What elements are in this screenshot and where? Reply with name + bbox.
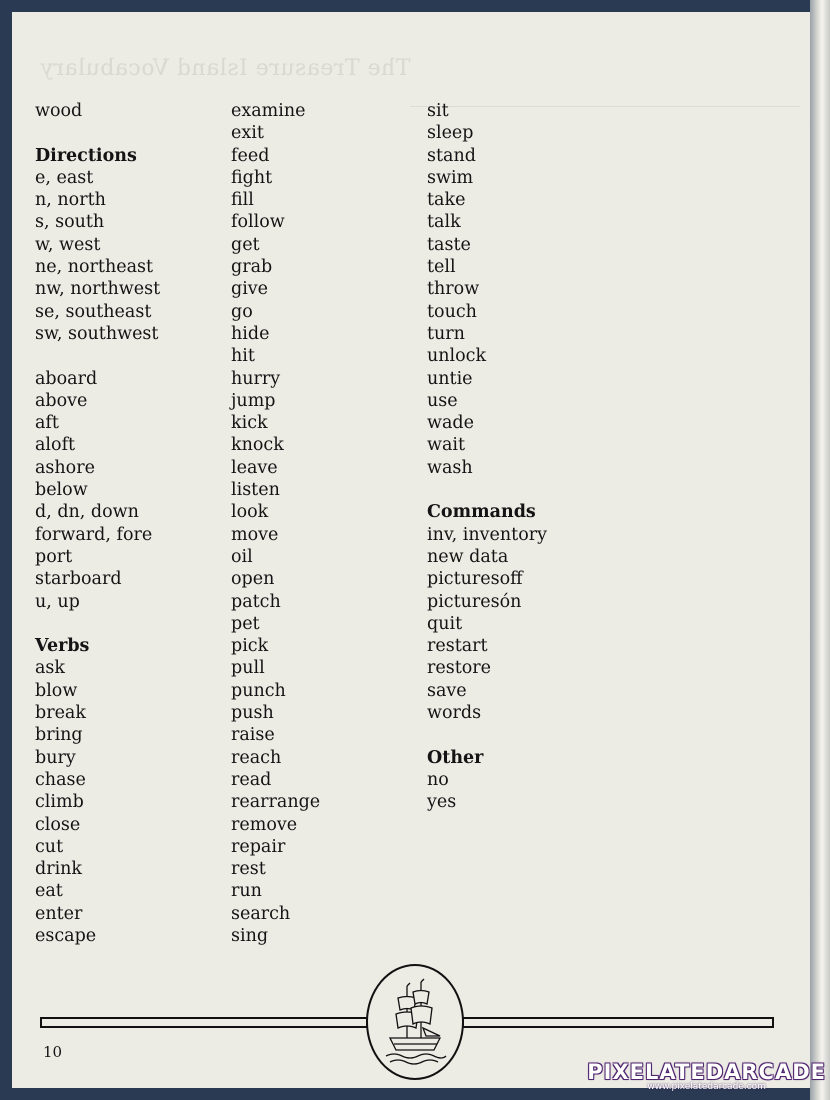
position-word: above	[35, 390, 88, 411]
verb-word: wash	[427, 457, 473, 478]
vocabulary-column-3	[427, 100, 547, 814]
verb-word: sit	[427, 101, 449, 121]
verb-word: ask	[35, 658, 66, 679]
verb-word: rest	[231, 859, 266, 880]
verb-word: use	[427, 390, 458, 411]
position-word: below	[35, 480, 88, 501]
verb-word: throw	[427, 279, 480, 300]
verb-word: rearrange	[231, 792, 321, 813]
verb-word: wait	[427, 435, 466, 456]
verb-word: take	[427, 190, 466, 211]
spacer	[35, 122, 160, 144]
directions-heading: Directions	[35, 145, 137, 166]
verb-word: sleep	[427, 123, 474, 144]
command-word: new data	[427, 546, 509, 567]
verb-word: raise	[231, 725, 275, 746]
verb-word: leave	[231, 457, 278, 478]
verb-word: grab	[231, 257, 273, 278]
position-word: starboard	[35, 569, 122, 590]
verb-word: go	[231, 301, 253, 322]
verb-word: oil	[231, 546, 253, 567]
direction-word: ne, northeast	[35, 257, 154, 278]
verb-word: break	[35, 703, 86, 724]
spacer	[35, 613, 160, 635]
verb-word: untie	[427, 368, 473, 389]
command-word: save	[427, 680, 467, 701]
verb-word: jump	[231, 390, 276, 411]
vocabulary-column-1	[35, 100, 160, 947]
verb-word: push	[231, 703, 274, 724]
direction-word: se, southeast	[35, 301, 152, 322]
command-word: words	[427, 703, 482, 724]
verb-word: pet	[231, 613, 260, 634]
verb-word: exit	[231, 123, 264, 144]
verb-word: punch	[231, 680, 286, 701]
verb-word: remove	[231, 814, 298, 835]
command-word: quit	[427, 613, 463, 634]
verb-word: bury	[35, 747, 76, 768]
ship-icon	[382, 976, 448, 1068]
spacer	[427, 479, 547, 501]
direction-word: s, south	[35, 212, 105, 233]
verb-word: turn	[427, 323, 465, 344]
verb-word: escape	[35, 925, 97, 946]
verb-word: listen	[231, 480, 280, 501]
verb-word: hide	[231, 323, 270, 344]
position-word: aboard	[35, 368, 98, 389]
direction-word: n, north	[35, 190, 106, 211]
direction-word: nw, northwest	[35, 279, 161, 300]
verb-word: read	[231, 769, 272, 790]
verb-word: stand	[427, 145, 476, 166]
command-word: restart	[427, 636, 488, 657]
direction-word: w, west	[35, 234, 101, 255]
verb-word: blow	[35, 680, 78, 701]
verb-word: run	[231, 881, 262, 902]
watermark-brand: PIXELATEDARCADE	[587, 1060, 826, 1084]
verb-word: chase	[35, 769, 86, 790]
book-spine	[810, 0, 830, 1100]
verb-word: search	[231, 903, 291, 924]
verb-word: taste	[427, 234, 471, 255]
verb-word: give	[231, 279, 269, 300]
position-word: ashore	[35, 457, 95, 478]
commands-heading: Commands	[427, 502, 536, 523]
verb-word: pull	[231, 658, 265, 679]
verb-word: enter	[35, 903, 83, 924]
spacer	[427, 724, 547, 746]
verb-word: repair	[231, 836, 286, 857]
bleed-through-header: The Treasure Island Vocabulary	[40, 56, 411, 81]
position-word: port	[35, 546, 73, 567]
other-word: no	[427, 769, 449, 790]
position-word: forward, fore	[35, 524, 153, 545]
direction-word: sw, southwest	[35, 323, 159, 344]
direction-word: e, east	[35, 167, 94, 188]
other-heading: Other	[427, 747, 484, 768]
page-number: 10	[43, 1043, 63, 1061]
verb-word: kick	[231, 413, 268, 434]
command-word: restore	[427, 658, 491, 679]
verb-word: wade	[427, 413, 474, 434]
verb-word: hurry	[231, 368, 281, 389]
other-word: yes	[427, 792, 457, 813]
vocabulary-column-2	[231, 100, 320, 947]
footer-rule-right	[462, 1017, 774, 1028]
verb-word: open	[231, 569, 275, 590]
verb-word: reach	[231, 747, 282, 768]
verb-word: unlock	[427, 346, 487, 367]
verb-word: move	[231, 524, 279, 545]
verb-word: touch	[427, 301, 477, 322]
position-word: aloft	[35, 435, 76, 456]
footer-rule-left	[40, 1017, 368, 1028]
command-word: picturesón	[427, 591, 522, 612]
verb-word: climb	[35, 792, 84, 813]
verb-word: sing	[231, 925, 269, 946]
verb-word: hit	[231, 346, 255, 367]
verb-word: fight	[231, 167, 273, 188]
watermark	[587, 1060, 826, 1092]
verb-word: eat	[35, 881, 63, 902]
spacer	[35, 345, 160, 367]
verb-word: follow	[231, 212, 285, 233]
vocab-word: wood	[35, 101, 83, 121]
verb-word: drink	[35, 859, 83, 880]
verb-word: patch	[231, 591, 281, 612]
verb-word: pick	[231, 636, 269, 657]
position-word: u, up	[35, 591, 80, 612]
verb-word: bring	[35, 725, 83, 746]
verb-word: fill	[231, 190, 254, 211]
verb-word: knock	[231, 435, 284, 456]
position-word: aft	[35, 413, 59, 434]
position-word: d, dn, down	[35, 502, 139, 523]
command-word: inv, inventory	[427, 524, 548, 545]
verb-word: close	[35, 814, 81, 835]
verb-word: feed	[231, 145, 270, 166]
verb-word: talk	[427, 212, 461, 233]
watermark-url: www.pixelatedarcade.com	[647, 1082, 766, 1092]
verb-word: cut	[35, 836, 64, 857]
verbs-heading: Verbs	[35, 636, 90, 657]
command-word: picturesoff	[427, 569, 523, 590]
verb-word: look	[231, 502, 269, 523]
verb-word: examine	[231, 101, 306, 121]
verb-word: tell	[427, 257, 456, 278]
verb-word: swim	[427, 167, 474, 188]
verb-word: get	[231, 234, 260, 255]
